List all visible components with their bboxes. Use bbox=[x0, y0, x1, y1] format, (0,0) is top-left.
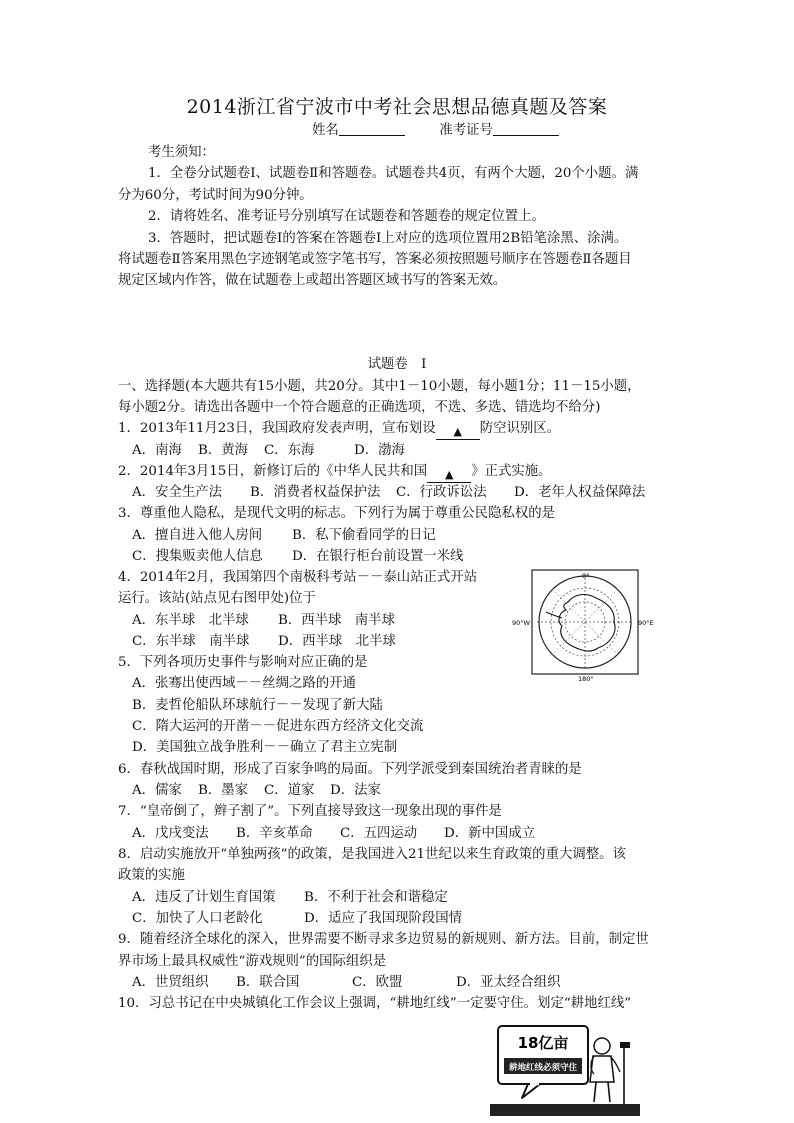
option: C．搜集贩卖他人信息 bbox=[132, 549, 263, 564]
question-9-options bbox=[132, 974, 560, 992]
option: A．东半球 北半球 bbox=[132, 613, 249, 628]
farmland-redline-cartoon bbox=[490, 1022, 640, 1118]
answer-blank: ▲ bbox=[427, 467, 471, 483]
question-3-stem: 3．尊重他人隐私，是现代文明的标志。下列行为属于尊重公民隐私权的是 bbox=[118, 506, 556, 521]
notice-item-2: 2．请将姓名、准考证号分别填写在试题卷和答题卷的规定位置上。 bbox=[148, 209, 545, 224]
question-2-stem: 2．2014年3月15日，新修订后的《中华人民共和国 ▲ 》正式实施。 bbox=[118, 464, 552, 481]
question-4-options-row1 bbox=[132, 612, 395, 630]
question-6-stem: 6．春秋战国时期，形成了百家争鸣的局面。下列学派受到秦国统治者青睐的是 bbox=[118, 762, 582, 777]
option: C．五四运动 bbox=[340, 826, 418, 841]
notice-heading: 考生须知： bbox=[148, 145, 215, 160]
notice-item-3b: 将试题卷Ⅱ答案用黑色字迹钢笔或签字笔书写，答案必须按照题号顺序在答题卷Ⅱ各题目 bbox=[118, 252, 632, 267]
answer-blank: ▲ bbox=[436, 424, 480, 440]
section-intro-a: 一、选择题(本大题共有15小题，共20分。其中1－10小题，每小题1分；11－15小题， bbox=[118, 379, 641, 394]
option: A．南海 bbox=[132, 443, 182, 458]
id-label: 准考证号 bbox=[439, 123, 493, 138]
notice-item-1b: 分为60分，考试时间为90分钟。 bbox=[118, 188, 313, 203]
option: A．擅自进入他人房间 bbox=[132, 528, 263, 543]
option: B．黄海 bbox=[198, 443, 249, 458]
question-7-stem: 7．“皇帝倒了，辫子割了”。下列直接导致这一现象出现的事件是 bbox=[118, 804, 502, 819]
id-blank bbox=[493, 122, 559, 136]
question-5-stem: 5．下列各项历史事件与影响对应正确的是 bbox=[118, 655, 368, 670]
candidate-info-row bbox=[312, 122, 559, 140]
option: C．欧盟 bbox=[352, 975, 403, 990]
question-10-stem: 10．习总书记在中央城镇化工作会议上强调，“耕地红线”一定要守住。划定“耕地红线” bbox=[118, 996, 632, 1011]
option: B．麦哲伦船队环球航行－－发现了新大陆 bbox=[132, 698, 383, 713]
option: B．西半球 南半球 bbox=[278, 613, 395, 628]
option: B．辛亥革命 bbox=[236, 826, 313, 841]
option: D．适应了我国现阶段国情 bbox=[304, 911, 463, 926]
name-label: 姓名 bbox=[312, 123, 339, 138]
section-intro-b: 每小题2分。请选出各题中一个符合题意的正确选项，不选、多选、错选均不给分) bbox=[118, 400, 601, 415]
question-8-options-row1 bbox=[132, 889, 448, 907]
option: D．西半球 北半球 bbox=[278, 634, 396, 649]
antarctica-map-figure bbox=[510, 562, 660, 682]
name-blank bbox=[339, 122, 405, 136]
question-8-stem-b: 政策的实施 bbox=[118, 868, 185, 883]
option: A．儒家 bbox=[132, 783, 182, 798]
question-6-options bbox=[132, 782, 381, 800]
option: D．法家 bbox=[330, 783, 381, 798]
question-4-stem-a: 4．2014年2月，我国第四个南极科考站－－泰山站正式开站 bbox=[118, 570, 478, 585]
question-1-options bbox=[132, 442, 405, 460]
notice-item-3c: 规定区域内作答，做在试题卷上或超出答题区域书写的答案无效。 bbox=[118, 273, 507, 288]
option: B．不利于社会和谐稳定 bbox=[304, 890, 448, 905]
option: D．渤海 bbox=[354, 443, 405, 458]
farmer-leg-icon bbox=[608, 1082, 610, 1102]
option: C．东半球 南半球 bbox=[132, 634, 250, 649]
antarctica-outline bbox=[559, 595, 615, 652]
question-4-options-row2 bbox=[132, 633, 396, 651]
option: C．加快了人口老龄化 bbox=[132, 911, 263, 926]
option: C．隋大运河的开凿－－促进东西方经济文化交流 bbox=[132, 719, 424, 734]
notice-item-1a: 1．全卷分试题卷Ⅰ、试题卷Ⅱ和答题卷。试题卷共4页，有两个大题，20个小题。满 bbox=[148, 166, 639, 181]
cartoon-big-text: 18亿亩 bbox=[517, 1034, 569, 1052]
farmer-head-icon bbox=[594, 1038, 610, 1054]
option: C．道家 bbox=[264, 783, 315, 798]
option: B．私下偷看同学的日记 bbox=[292, 528, 436, 543]
map-label-right: 90°E bbox=[638, 619, 654, 627]
section-title: 试题卷 Ⅰ bbox=[367, 357, 427, 372]
option: C．东海 bbox=[264, 443, 315, 458]
cartoon-small-text: 耕地红线必须守住 bbox=[508, 1063, 578, 1073]
question-8-options-row2 bbox=[132, 910, 462, 928]
map-label-top: 0° bbox=[582, 572, 590, 580]
page-title: 2014浙江省宁波市中考社会思想品德真题及答案 bbox=[186, 96, 608, 118]
option: A．戊戌变法 bbox=[132, 826, 209, 841]
question-8-stem-a: 8．启动实施放开“单独两孩”的政策，是我国进入21世纪以来生育政策的重大调整。该 bbox=[118, 847, 626, 862]
question-3-options-row1 bbox=[132, 527, 436, 545]
option: A．张骞出使西域－－丝绸之路的开通 bbox=[132, 676, 356, 691]
question-3-options-row2 bbox=[132, 548, 463, 566]
map-label-bottom: 180° bbox=[578, 675, 594, 682]
option: A．违反了计划生育国策 bbox=[132, 890, 276, 905]
ground-strip bbox=[490, 1104, 640, 1116]
option: C．行政诉讼法 bbox=[396, 485, 487, 500]
farmer-body-icon bbox=[590, 1056, 614, 1082]
option: D．亚太经合组织 bbox=[456, 975, 561, 990]
option: D．在银行柜台前设置一米线 bbox=[292, 549, 464, 564]
option: D．老年人权益保障法 bbox=[514, 485, 646, 500]
speech-bubble-tail bbox=[522, 1084, 540, 1098]
question-9-stem-a: 9．随着经济全球化的深入，世界需要不断寻求多边贸易的新规则、新方法。目前，制定世 bbox=[118, 932, 649, 947]
map-label-left: 90°W bbox=[512, 619, 530, 627]
question-4-stem-b: 运行。该站(站点见右图甲处)位于 bbox=[118, 591, 316, 606]
option: B．联合国 bbox=[236, 975, 300, 990]
option: D．美国独立战争胜利－－确立了君主立宪制 bbox=[132, 740, 398, 755]
option: B．墨家 bbox=[198, 783, 249, 798]
option: A．世贸组织 bbox=[132, 975, 209, 990]
question-7-options bbox=[132, 825, 535, 843]
question-9-stem-b: 界市场上最具权威性“游戏规则”的国际组织是 bbox=[118, 954, 387, 969]
option: A．安全生产法 bbox=[132, 485, 223, 500]
notice-item-3a: 3．答题时，把试题卷Ⅰ的答案在答题卷Ⅰ上对应的选项位置用2B铅笔涂黑、涂满。 bbox=[148, 231, 628, 246]
farmer-leg-icon bbox=[594, 1082, 596, 1102]
option: B．消费者权益保护法 bbox=[250, 485, 381, 500]
option: D．新中国成立 bbox=[444, 826, 536, 841]
question-2-options bbox=[132, 484, 645, 502]
question-1-stem: 1．2013年11月23日，我国政府发表声明，宣布划设 ▲ 防空识别区。 bbox=[118, 421, 561, 438]
